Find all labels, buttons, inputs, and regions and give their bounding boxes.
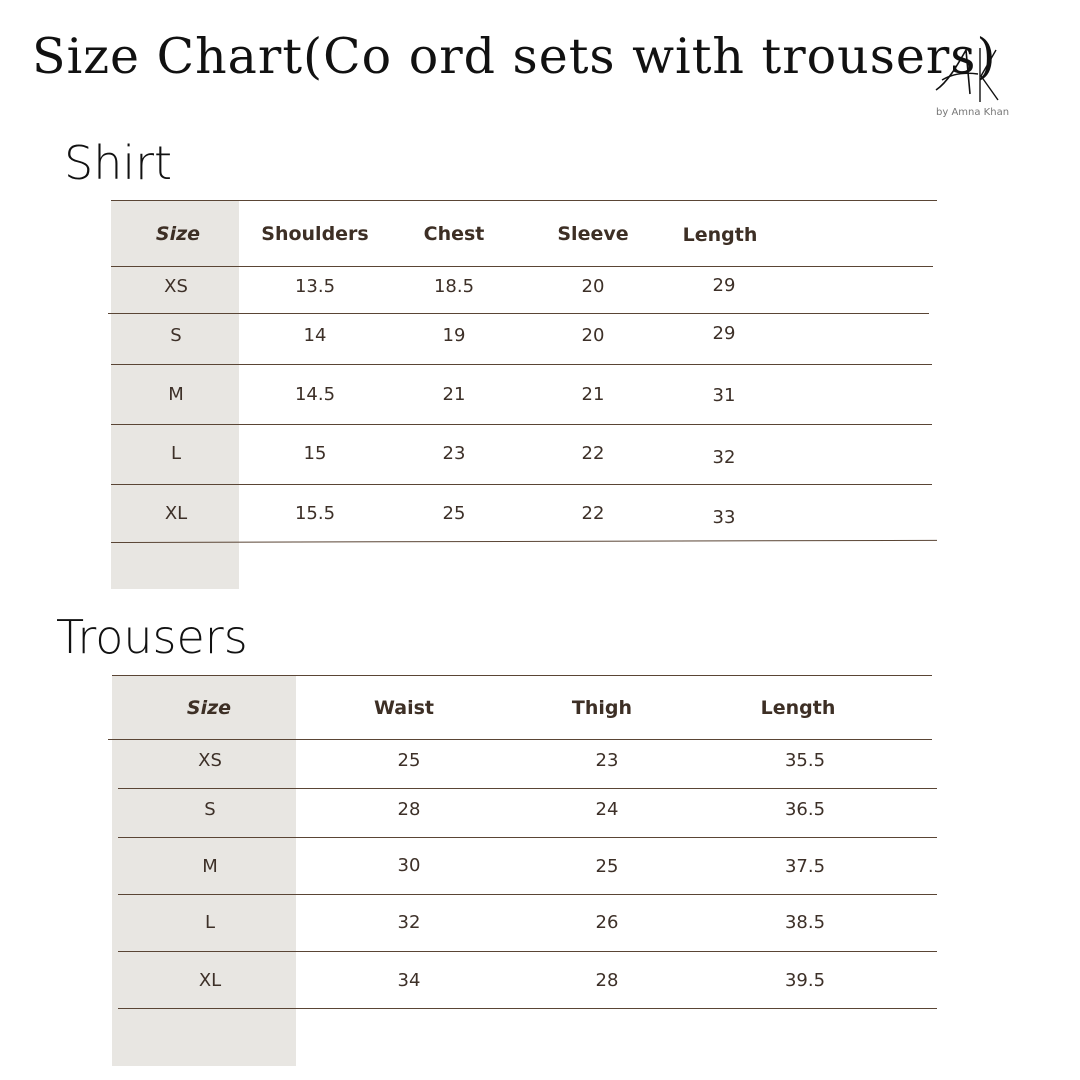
trousers-section-title: Trousers: [56, 610, 248, 664]
shirt-sleeve-cell: 22: [581, 503, 605, 524]
trousers-waist-cell: 32: [397, 912, 421, 933]
trousers-size-cell: XL: [198, 970, 222, 991]
shirt-chest-cell: 25: [442, 503, 466, 524]
shirt-shoulders-cell: 13.5: [294, 276, 336, 297]
trousers-table-top-rule: [112, 675, 932, 676]
trousers-table-bottom-rule: [118, 1008, 937, 1009]
trousers-waist-cell: 25: [397, 750, 421, 771]
trousers-row-rule: [118, 894, 937, 895]
shirt-sleeve-cell: 20: [581, 276, 605, 297]
trousers-length-cell: 35.5: [784, 750, 826, 771]
trousers-size-cell: XS: [198, 750, 222, 771]
ak-monogram-icon: [928, 44, 1008, 108]
shirt-shoulders-cell: 15.5: [294, 503, 336, 524]
shirt-chest-cell: 19: [442, 325, 466, 346]
trousers-thigh-cell: 28: [595, 970, 619, 991]
shirt-chest-cell: 23: [442, 443, 466, 464]
trousers-waist-cell: 28: [397, 799, 421, 820]
trousers-waist-cell: 30: [397, 855, 421, 876]
trousers-col-size: Size: [186, 697, 232, 719]
trousers-length-cell: 36.5: [784, 799, 826, 820]
shirt-size-cell: M: [168, 384, 184, 405]
trousers-size-cell: L: [204, 912, 216, 933]
shirt-length-cell: 29: [712, 275, 736, 296]
shirt-size-cell: XL: [164, 503, 188, 524]
trousers-col-waist: Waist: [373, 697, 435, 719]
trousers-col-length: Length: [760, 697, 836, 719]
brand-logo: [928, 44, 1014, 124]
shirt-chest-cell: 21: [442, 384, 466, 405]
trousers-thigh-cell: 24: [595, 799, 619, 820]
trousers-thigh-cell: 26: [595, 912, 619, 933]
shirt-sleeve-cell: 21: [581, 384, 605, 405]
trousers-header-rule: [108, 739, 932, 740]
trousers-length-cell: 39.5: [784, 970, 826, 991]
shirt-shoulders-cell: 14.5: [294, 384, 336, 405]
shirt-row-rule: [111, 364, 932, 365]
shirt-row-rule: [111, 424, 932, 425]
shirt-section-title: Shirt: [64, 136, 173, 190]
trousers-row-rule: [118, 788, 937, 789]
trousers-row-rule: [118, 837, 937, 838]
trousers-thigh-cell: 23: [595, 750, 619, 771]
shirt-col-length: Length: [682, 224, 758, 246]
shirt-table-top-rule: [111, 200, 937, 201]
shirt-size-cell: XS: [164, 276, 188, 297]
shirt-shoulders-cell: 15: [303, 443, 327, 464]
trousers-length-cell: 37.5: [784, 856, 826, 877]
shirt-shoulders-cell: 14: [303, 325, 327, 346]
page-title: Size Chart(Co ord sets with trousers): [32, 28, 997, 85]
brand-tagline: by Amna Khan: [936, 107, 1010, 118]
shirt-row-rule: [111, 484, 932, 485]
shirt-row-rule: [108, 313, 929, 314]
shirt-col-shoulders: Shoulders: [261, 223, 369, 245]
trousers-size-cell: M: [202, 856, 218, 877]
shirt-size-cell: L: [170, 443, 182, 464]
trousers-thigh-cell: 25: [595, 856, 619, 877]
shirt-header-rule: [111, 266, 933, 267]
shirt-length-cell: 33: [712, 507, 736, 528]
trousers-row-rule: [118, 951, 937, 952]
shirt-col-chest: Chest: [423, 223, 485, 245]
trousers-waist-cell: 34: [397, 970, 421, 991]
shirt-length-cell: 32: [712, 447, 736, 468]
shirt-length-cell: 31: [712, 385, 736, 406]
trousers-size-cell: S: [204, 799, 216, 820]
trousers-col-thigh: Thigh: [571, 697, 633, 719]
shirt-sleeve-cell: 22: [581, 443, 605, 464]
trousers-length-cell: 38.5: [784, 912, 826, 933]
shirt-chest-cell: 18.5: [433, 276, 475, 297]
shirt-col-sleeve: Sleeve: [557, 223, 629, 245]
shirt-length-cell: 29: [712, 323, 736, 344]
shirt-size-cell: S: [170, 325, 182, 346]
shirt-col-size: Size: [155, 223, 201, 245]
shirt-sleeve-cell: 20: [581, 325, 605, 346]
